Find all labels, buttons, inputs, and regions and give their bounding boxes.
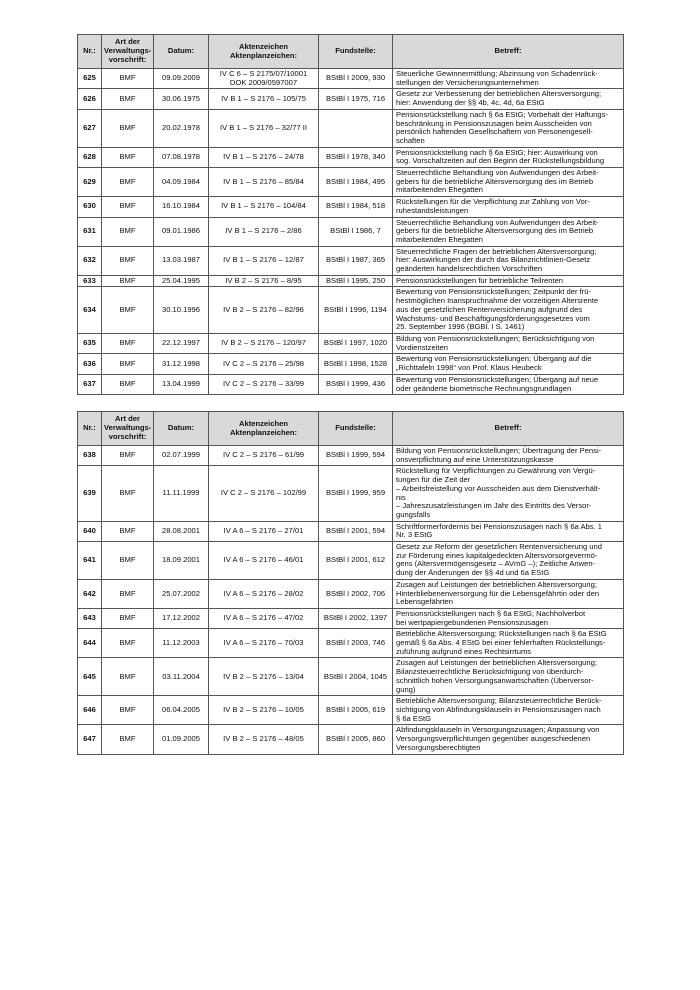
cell-datum: 20.02.1978 — [154, 109, 209, 147]
cell-fundstelle: BStBl I 2005, 860 — [319, 725, 393, 754]
cell-datum: 09.09.2009 — [154, 69, 209, 89]
cell-fundstelle: BStBl I 1978, 340 — [319, 147, 393, 167]
cell-aktenzeichen: IV C 2 – S 2176 – 102/99 — [209, 466, 319, 521]
cell-betreff: Betriebliche Altersversorgung; Rückstellungen nach § 6a EStG gemäß § 6a Abs. 4 EStG bei einer fehlerhaften Rückstellungs- zuführung aufgrund eines Rechtsirrtums — [393, 629, 624, 658]
table-row — [78, 197, 624, 217]
cell-nr: 627 — [78, 109, 102, 147]
cell-fundstelle: BStBl I 1987, 365 — [319, 246, 393, 275]
table-row — [78, 109, 624, 147]
table-row — [78, 246, 624, 275]
cell-art: BMF — [102, 725, 154, 754]
cell-art: BMF — [102, 374, 154, 394]
cell-datum: 17.12.2002 — [154, 608, 209, 628]
table-row — [78, 275, 624, 287]
cell-nr: 647 — [78, 725, 102, 754]
cell-fundstelle — [319, 109, 393, 147]
cell-datum: 01.09.2005 — [154, 725, 209, 754]
cell-nr: 641 — [78, 542, 102, 580]
cell-datum: 25.07.2002 — [154, 579, 209, 608]
cell-art: BMF — [102, 246, 154, 275]
cell-betreff: Gesetz zur Reform der gesetzlichen Rentenversicherung und zur Förderung eines kapitalgedeckten Altersvorsorgevermö- gens (Altersvermögensgesetz – AVmG –); Zeitliche Anwen- dung der Änderungen der §§ 4d und 6a EStG — [393, 542, 624, 580]
cell-datum: 11.12.2003 — [154, 629, 209, 658]
cell-nr: 637 — [78, 374, 102, 394]
cell-aktenzeichen: IV B 2 – S 2176 – 82/96 — [209, 287, 319, 334]
table-row — [78, 466, 624, 521]
cell-datum: 22.12.1997 — [154, 333, 209, 353]
cell-nr: 631 — [78, 217, 102, 246]
cell-fundstelle: BStBl I 1997, 1020 — [319, 333, 393, 353]
header-aktenzeichen: Aktenzeichen Aktenplanzeichen: — [209, 412, 319, 446]
cell-aktenzeichen: IV B 1 – S 2176 – 24/78 — [209, 147, 319, 167]
cell-betreff: Steuerliche Gewinnermittlung; Abzinsung von Schadenrück- stellungen der Versicherungsunternehmen — [393, 69, 624, 89]
cell-fundstelle: BStBl I 2009, 930 — [319, 69, 393, 89]
cell-aktenzeichen: IV B 2 – S 2176 – 48/05 — [209, 725, 319, 754]
cell-betreff: Pensionsrückstellung nach § 6a EStG; Vorbehalt der Haftungs- beschränkung in Pensionszusagen beim Ausscheiden von persönlich haftenden Gesellschaftern von Personengesell- schaften — [393, 109, 624, 147]
cell-betreff: Zusagen auf Leistungen der betrieblichen Altersversorgung; Bilanzsteuerrechtliche Berücksichtigung von überdurch- schnittlich hohen Versorgungsanwartschaften (Überversor- gung) — [393, 658, 624, 696]
header-nr: Nr.: — [78, 412, 102, 446]
cell-nr: 633 — [78, 275, 102, 287]
cell-datum: 04.09.1984 — [154, 168, 209, 197]
cell-datum: 11.11.1999 — [154, 466, 209, 521]
cell-fundstelle: BStBl I 1999, 594 — [319, 446, 393, 466]
cell-nr: 630 — [78, 197, 102, 217]
cell-betreff: Pensionsrückstellungen für betriebliche Teilrenten — [393, 275, 624, 287]
cell-art: BMF — [102, 217, 154, 246]
table-row — [78, 147, 624, 167]
regulations-table-1 — [77, 34, 624, 395]
cell-art: BMF — [102, 658, 154, 696]
table-row — [78, 89, 624, 109]
cell-nr: 644 — [78, 629, 102, 658]
cell-aktenzeichen: IV C 2 – S 2176 – 33/99 — [209, 374, 319, 394]
table-row — [78, 69, 624, 89]
cell-fundstelle: BStBl I 1996, 1194 — [319, 287, 393, 334]
table-header — [78, 35, 624, 69]
header-fundstelle: Fundstelle: — [319, 35, 393, 69]
cell-art: BMF — [102, 168, 154, 197]
cell-fundstelle: BStBl I 1986, 7 — [319, 217, 393, 246]
cell-betreff: Rückstellung für Verpflichtungen zu Gewährung von Vergü- tungen für die Zeit der – Arbeitsfreistellung vor Ausscheiden aus dem Dienstverhält- nis – Jahreszusatzleistungen im Jahr des Eintritts des Versor- gungsfalls — [393, 466, 624, 521]
cell-fundstelle: BStBl I 2002, 706 — [319, 579, 393, 608]
table-row — [78, 608, 624, 628]
header-art: Art der Verwaltungs-vorschrift: — [102, 35, 154, 69]
header-betreff: Betreff: — [393, 412, 624, 446]
header-datum: Datum: — [154, 412, 209, 446]
cell-nr: 634 — [78, 287, 102, 334]
cell-aktenzeichen: IV A 6 – S 2176 – 27/01 — [209, 521, 319, 541]
cell-datum: 09.01.1986 — [154, 217, 209, 246]
cell-betreff: Rückstellungen für die Verpflichtung zur Zahlung von Vor- ruhestandsleistungen — [393, 197, 624, 217]
table-row — [78, 521, 624, 541]
header-aktenzeichen: Aktenzeichen Aktenplanzeichen: — [209, 35, 319, 69]
cell-nr: 640 — [78, 521, 102, 541]
cell-aktenzeichen: IV C 2 – S 2176 – 25/98 — [209, 354, 319, 374]
cell-betreff: Steuerrechtliche Fragen der betrieblichen Altersversorgung; hier: Auswirkungen der durch das Bilanzrichtlinien-Gesetz geänderten handelsrechtlichen Vorschriften — [393, 246, 624, 275]
cell-art: BMF — [102, 446, 154, 466]
cell-datum: 02.07.1999 — [154, 446, 209, 466]
table-body — [78, 69, 624, 395]
cell-datum: 30.10.1996 — [154, 287, 209, 334]
cell-datum: 31.12.1998 — [154, 354, 209, 374]
table-body — [78, 446, 624, 755]
cell-aktenzeichen: IV B 1 – S 2176 – 2/86 — [209, 217, 319, 246]
cell-nr: 632 — [78, 246, 102, 275]
table-row — [78, 658, 624, 696]
cell-art: BMF — [102, 521, 154, 541]
cell-betreff: Gesetz zur Verbesserung der betrieblichen Altersversorgung; hier: Anwendung der §§ 4b, 4c, 4d, 6a EStG — [393, 89, 624, 109]
cell-datum: 25.04.1995 — [154, 275, 209, 287]
cell-art: BMF — [102, 542, 154, 580]
table-row — [78, 696, 624, 725]
cell-fundstelle: BStBl I 1999, 959 — [319, 466, 393, 521]
cell-nr: 645 — [78, 658, 102, 696]
cell-art: BMF — [102, 109, 154, 147]
cell-fundstelle: BStBl I 1999, 436 — [319, 374, 393, 394]
table-row — [78, 579, 624, 608]
cell-datum: 07.08.1978 — [154, 147, 209, 167]
cell-art: BMF — [102, 608, 154, 628]
table-row — [78, 629, 624, 658]
cell-fundstelle: BStBl I 2001, 612 — [319, 542, 393, 580]
cell-fundstelle: BStBl I 2004, 1045 — [319, 658, 393, 696]
cell-aktenzeichen: IV B 1 – S 2176 – 104/84 — [209, 197, 319, 217]
cell-nr: 625 — [78, 69, 102, 89]
header-art: Art der Verwaltungs-vorschrift: — [102, 412, 154, 446]
cell-art: BMF — [102, 275, 154, 287]
cell-art: BMF — [102, 696, 154, 725]
cell-art: BMF — [102, 89, 154, 109]
cell-art: BMF — [102, 466, 154, 521]
cell-aktenzeichen: IV A 6 – S 2176 – 70/03 — [209, 629, 319, 658]
cell-datum: 03.11.2004 — [154, 658, 209, 696]
cell-betreff: Betriebliche Altersversorgung; Bilanzsteuerrechtliche Berück- sichtigung von Abfindungsklauseln in Pensionszusagen nach § 6a EStG — [393, 696, 624, 725]
cell-nr: 639 — [78, 466, 102, 521]
cell-datum: 18.09.2001 — [154, 542, 209, 580]
cell-aktenzeichen: IV C 6 – S 2175/07/10001 DOK 2009/0597007 — [209, 69, 319, 89]
cell-art: BMF — [102, 579, 154, 608]
table-row — [78, 354, 624, 374]
cell-nr: 636 — [78, 354, 102, 374]
cell-art: BMF — [102, 354, 154, 374]
cell-fundstelle: BStBl I 1984, 495 — [319, 168, 393, 197]
cell-fundstelle: BStBl I 1975, 716 — [319, 89, 393, 109]
cell-nr: 629 — [78, 168, 102, 197]
cell-betreff: Pensionsrückstellung nach § 6a EStG; hier: Auswirkung von sog. Vorschaltzeiten auf den Beginn der Rückstellungsbildung — [393, 147, 624, 167]
cell-aktenzeichen: IV B 2 – S 2176 – 8/95 — [209, 275, 319, 287]
regulations-table-2 — [77, 411, 624, 755]
header-datum: Datum: — [154, 35, 209, 69]
cell-datum: 16.10.1984 — [154, 197, 209, 217]
cell-betreff: Abfindungsklauseln in Versorgungszusagen; Anpassung von Versorgungsverpflichtungen gegenüber ausgeschiedenen Versorgungsberechtigten — [393, 725, 624, 754]
cell-art: BMF — [102, 629, 154, 658]
cell-betreff: Steuerrechtliche Behandlung von Aufwendungen des Arbeit- gebers für die betriebliche Altersversorgung des im Betrieb mitarbeitenden Ehegatten — [393, 168, 624, 197]
table-row — [78, 168, 624, 197]
cell-fundstelle: BStBl I 2005, 619 — [319, 696, 393, 725]
cell-aktenzeichen: IV A 6 – S 2176 – 28/02 — [209, 579, 319, 608]
cell-betreff: Bewertung von Pensionsrückstellungen; Zeitpunkt der frü- hestmöglichen Inanspruchnahme der vorzeitigen Altersrente aus der gesetzlichen Rentenversicherung aufgrund des Wachstums- und Beschäftigungsförderungsgesetzes vom 25. September 1996 (BGBl. I S. 1461) — [393, 287, 624, 334]
cell-betreff: Steuerrechtliche Behandlung von Aufwendungen des Arbeit- gebers für die betriebliche Altersversorgung des im Betrieb mitarbeitenden Ehegatten — [393, 217, 624, 246]
cell-fundstelle: BStBl I 1998, 1528 — [319, 354, 393, 374]
cell-datum: 06.04.2005 — [154, 696, 209, 725]
cell-nr: 626 — [78, 89, 102, 109]
cell-betreff: Pensionsrückstellungen nach § 6a EStG; Nachholverbot bei wertpapiergebundenen Pensionszusagen — [393, 608, 624, 628]
header-fundstelle: Fundstelle: — [319, 412, 393, 446]
cell-art: BMF — [102, 147, 154, 167]
cell-datum: 28.08.2001 — [154, 521, 209, 541]
cell-aktenzeichen: IV A 6 – S 2176 – 47/02 — [209, 608, 319, 628]
cell-art: BMF — [102, 69, 154, 89]
cell-nr: 643 — [78, 608, 102, 628]
cell-datum: 30.06.1975 — [154, 89, 209, 109]
table-row — [78, 287, 624, 334]
cell-aktenzeichen: IV B 2 – S 2176 – 120/97 — [209, 333, 319, 353]
header-nr: Nr.: — [78, 35, 102, 69]
cell-betreff: Bildung von Pensionsrückstellungen; Übertragung der Pensi- onsverpflichtung auf eine Unterstützungskasse — [393, 446, 624, 466]
table-header — [78, 412, 624, 446]
cell-nr: 646 — [78, 696, 102, 725]
cell-art: BMF — [102, 197, 154, 217]
cell-aktenzeichen: IV B 2 – S 2176 – 13/04 — [209, 658, 319, 696]
cell-fundstelle: BStBl I 2002, 1397 — [319, 608, 393, 628]
cell-aktenzeichen: IV B 1 – S 2176 – 12/87 — [209, 246, 319, 275]
cell-betreff: Schriftformerfordernis bei Pensionszusagen nach § 6a Abs. 1 Nr. 3 EStG — [393, 521, 624, 541]
cell-fundstelle: BStBl I 2003, 746 — [319, 629, 393, 658]
cell-fundstelle: BStBl I 2001, 594 — [319, 521, 393, 541]
cell-datum: 13.03.1987 — [154, 246, 209, 275]
cell-aktenzeichen: IV B 1 – S 2176 – 105/75 — [209, 89, 319, 109]
cell-betreff: Zusagen auf Leistungen der betrieblichen Altersversorgung; Hinterbliebenenversorgung für die Lebensgefährtin oder den Lebensgefährten — [393, 579, 624, 608]
cell-aktenzeichen: IV C 2 – S 2176 – 61/99 — [209, 446, 319, 466]
cell-betreff: Bildung von Pensionsrückstellungen; Berücksichtigung von Vordienstzeiten — [393, 333, 624, 353]
header-betreff: Betreff: — [393, 35, 624, 69]
table-row — [78, 374, 624, 394]
cell-datum: 13.04.1999 — [154, 374, 209, 394]
cell-art: BMF — [102, 333, 154, 353]
cell-fundstelle: BStBl I 1984, 518 — [319, 197, 393, 217]
cell-aktenzeichen: IV B 1 – S 2176 – 85/84 — [209, 168, 319, 197]
cell-aktenzeichen: IV B 2 – S 2176 – 10/05 — [209, 696, 319, 725]
table-row — [78, 217, 624, 246]
cell-aktenzeichen: IV B 1 – S 2176 – 32/77 II — [209, 109, 319, 147]
cell-aktenzeichen: IV A 6 – S 2176 – 46/01 — [209, 542, 319, 580]
cell-nr: 628 — [78, 147, 102, 167]
cell-nr: 635 — [78, 333, 102, 353]
table-row — [78, 333, 624, 353]
cell-art: BMF — [102, 287, 154, 334]
cell-betreff: Bewertung von Pensionsrückstellungen; Übergang auf neue oder geänderte biometrische Rechnungsgrundlagen — [393, 374, 624, 394]
table-row — [78, 446, 624, 466]
cell-betreff: Bewertung von Pensionsrückstellungen; Übergang auf die „Richttafeln 1998“ von Prof. Klaus Heubeck — [393, 354, 624, 374]
cell-nr: 638 — [78, 446, 102, 466]
cell-nr: 642 — [78, 579, 102, 608]
table-row — [78, 542, 624, 580]
table-row — [78, 725, 624, 754]
cell-fundstelle: BStBl I 1995, 250 — [319, 275, 393, 287]
